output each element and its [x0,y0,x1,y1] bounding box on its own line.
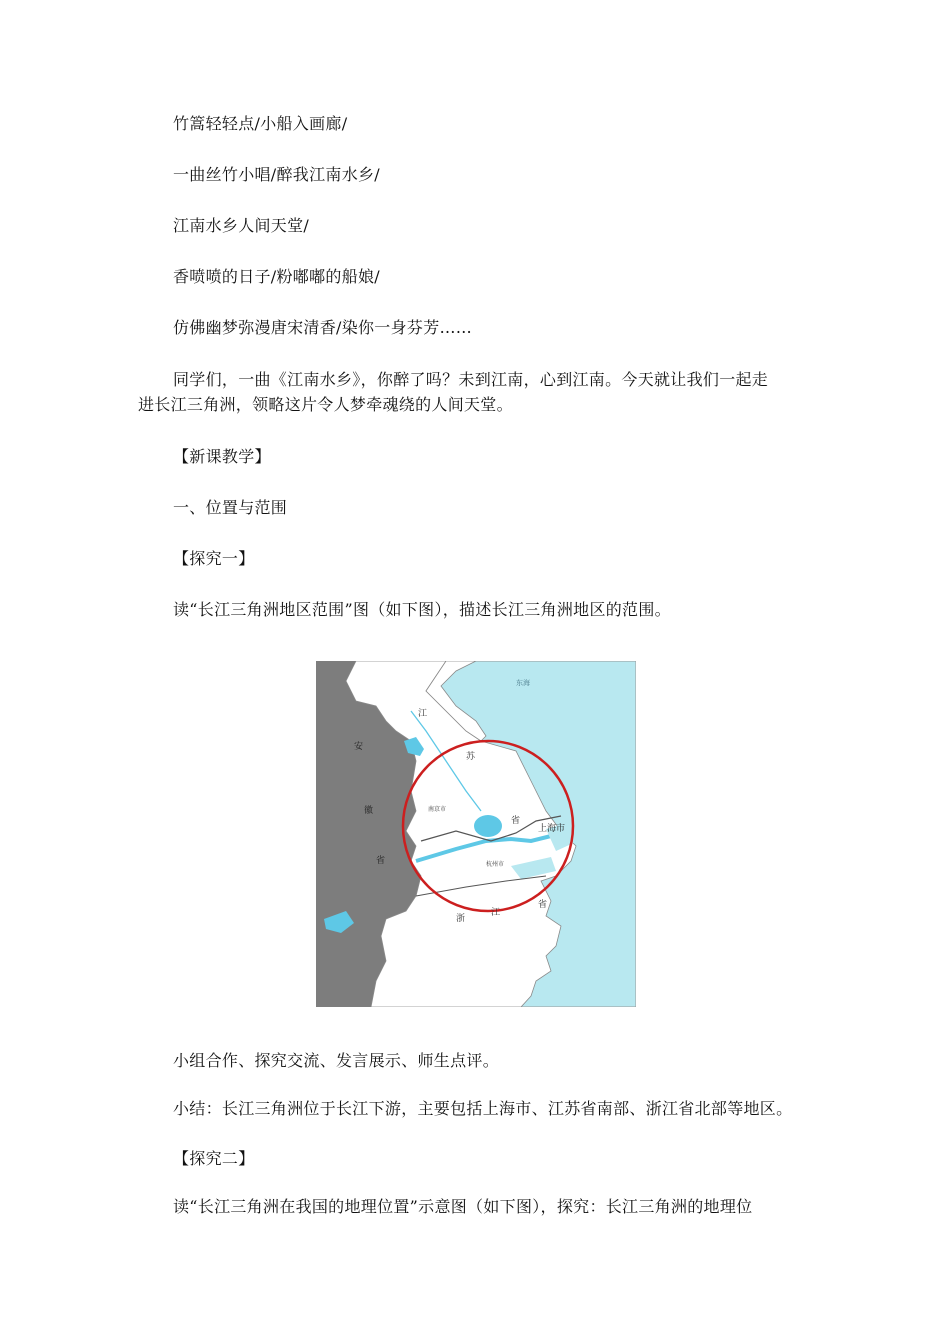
intro-paragraph-line-1: 同学们，一曲《江南水乡》，你醉了吗？未到江南，心到江南。今天就让我们一起走 [173,370,769,389]
map-label-zhe: 浙 [456,914,466,924]
map-label-sheng-west: 省 [376,856,386,866]
poem-line-2: 一曲丝竹小唱/醉我江南水乡/ [173,165,380,184]
summary-line: 小结：长江三角洲位于长江下游，主要包括上海市、江苏省南部、浙江省北部等地区。 [173,1099,793,1118]
explore-two-prompt: 读“长江三角洲在我国的地理位置”示意图（如下图），探究：长江三角洲的地理位 [173,1197,753,1216]
map-label-sheng-south: 省 [538,900,548,910]
map-label-sea: 东海 [516,679,530,687]
yangtze-delta-map-svg [316,661,636,1007]
intro-paragraph-line-2: 进长江三角洲，领略这片令人梦牵魂绕的人间天堂。 [138,395,513,414]
explore-one-title: 【探究一】 [173,549,255,568]
map-label-suzhou: 杭州市 [486,861,505,868]
explore-two-title: 【探究二】 [173,1149,255,1168]
map-label-shanghai: 上海市 [538,824,566,834]
map-label-su: 苏 [466,752,476,762]
yangtze-delta-map [316,661,636,1007]
map-label-nanjing: 南京市 [428,806,447,813]
map-label-jiang: 江 [418,709,428,719]
explore-one-prompt: 读“长江三角洲地区范围”图（如下图），描述长江三角洲地区的范围。 [173,600,671,619]
map-label-sheng-mid: 省 [511,816,521,826]
section-heading-location-scope: 一、位置与范围 [173,498,288,517]
section-heading-new-lesson: 【新课教学】 [173,447,271,466]
map-label-jiang-south: 江 [491,908,501,918]
discussion-line: 小组合作、探究交流、发言展示、师生点评。 [173,1051,500,1070]
poem-line-3: 江南水乡人间天堂/ [173,216,310,235]
map-label-an: 安 [354,742,364,752]
poem-line-5: 仿佛幽梦弥漫唐宋清香/染你一身芬芳…… [173,318,473,337]
poem-line-1: 竹篙轻轻点/小船入画廊/ [173,114,348,133]
taihu-lake [474,815,502,837]
map-label-hui: 徽 [364,806,374,816]
poem-line-4: 香喷喷的日子/粉嘟嘟的船娘/ [173,267,380,286]
